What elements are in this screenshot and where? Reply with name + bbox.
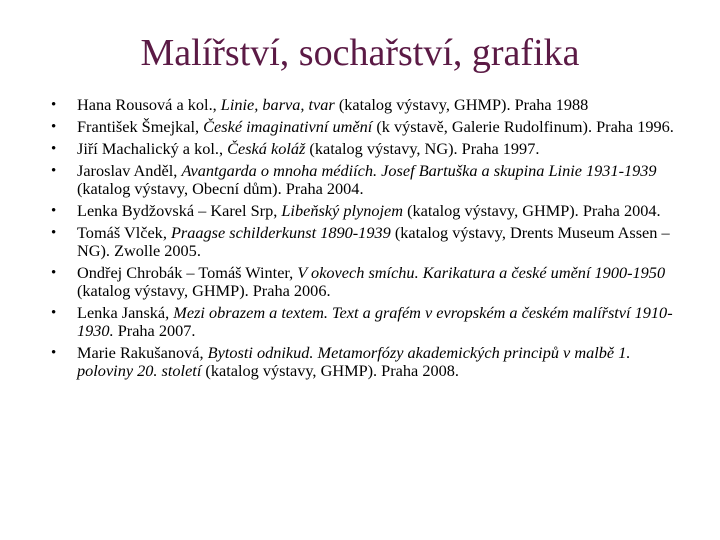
- bullet-icon: •: [51, 163, 57, 179]
- item-work-title: Libeňský plynojem: [281, 201, 403, 220]
- item-author: Tomáš Vlček,: [77, 223, 171, 242]
- list-item: [48, 96, 688, 114]
- bullet-icon: •: [51, 265, 57, 281]
- slide-title: Malířství, sochařství, grafika: [140, 32, 580, 74]
- item-work-title: V okovech smíchu. Karikatura a české umění 1900-1950: [297, 263, 666, 282]
- item-details: (katalog výstavy, Obecní dům). Praha 2004.: [77, 179, 364, 198]
- list-item: [48, 202, 688, 220]
- list-item: [48, 344, 688, 380]
- bibliography-list: [48, 96, 688, 384]
- item-author: Marie Rakušanová,: [77, 343, 208, 362]
- item-work-title: Linie, barva, tvar: [220, 95, 335, 114]
- item-author: Jiří Machalický a kol.,: [77, 139, 228, 158]
- list-item: [48, 304, 688, 340]
- bullet-icon: •: [51, 305, 57, 321]
- bullet-icon: •: [51, 225, 57, 241]
- item-author: Lenka Janská,: [77, 303, 174, 322]
- bullet-icon: •: [51, 141, 57, 157]
- item-work-title: České imaginativní umění: [203, 117, 373, 136]
- list-item: [48, 162, 688, 198]
- item-details: (katalog výstavy, GHMP). Praha 2006.: [77, 281, 331, 300]
- item-details: (katalog výstavy, Drents Museum Assen – NG). Zwolle 2005.: [77, 223, 670, 260]
- item-details: (katalog výstavy, GHMP). Praha 1988: [334, 95, 589, 114]
- item-details: (k výstavě, Galerie Rudolfinum). Praha 1996.: [372, 117, 674, 136]
- item-work-title: Česká koláž: [227, 139, 306, 158]
- item-work-title: Praagse schilderkunst 1890-1939: [170, 223, 391, 242]
- bullet-icon: •: [51, 119, 57, 135]
- item-author: Ondřej Chrobák – Tomáš Winter,: [77, 263, 298, 282]
- item-work-title: Mezi obrazem a textem. Text a grafém v evropském a českém malířství 1910-1930.: [77, 303, 673, 340]
- bullet-icon: •: [51, 203, 57, 219]
- list-item: [48, 224, 688, 260]
- list-item: [48, 264, 688, 300]
- item-details: (katalog výstavy, NG). Praha 1997.: [305, 139, 540, 158]
- bullet-icon: •: [51, 97, 57, 113]
- list-item: [48, 140, 688, 158]
- item-author: František Šmejkal,: [77, 117, 204, 136]
- item-details: (katalog výstavy, GHMP). Praha 2008.: [201, 361, 459, 380]
- list-item: [48, 118, 688, 136]
- item-author: Lenka Bydžovská – Karel Srp,: [77, 201, 282, 220]
- bullet-icon: •: [51, 345, 57, 361]
- item-details: Praha 2007.: [113, 321, 196, 340]
- item-author: Hana Rousová a kol.,: [77, 95, 221, 114]
- item-work-title: Avantgarda o mnoha médiích. Josef Bartuška a skupina Linie 1931-1939: [181, 161, 657, 180]
- item-work-title: Bytosti odnikud. Metamorfózy akademických principů v malbě 1. poloviny 20. století: [77, 343, 631, 380]
- item-details: (katalog výstavy, GHMP). Praha 2004.: [403, 201, 661, 220]
- item-author: Jaroslav Anděl,: [77, 161, 182, 180]
